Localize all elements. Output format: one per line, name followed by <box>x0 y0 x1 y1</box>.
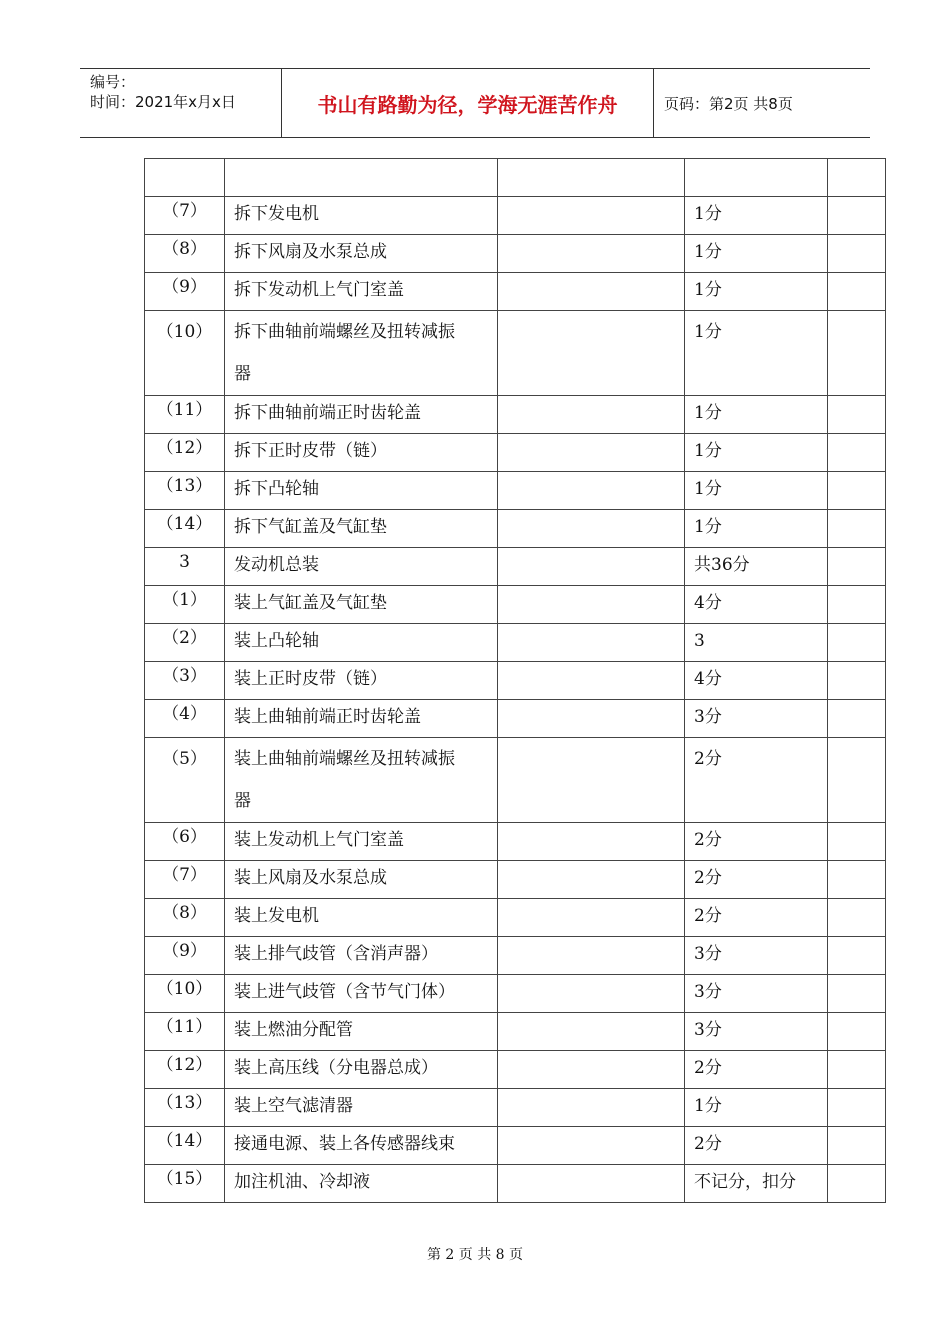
cell-text: 3 <box>179 552 190 572</box>
row-number-cell <box>145 586 225 624</box>
cell-text: （8） <box>162 239 207 259</box>
cell-text: （12） <box>156 438 213 458</box>
table-row <box>145 510 886 548</box>
cell-text: 发动机总装 <box>234 555 319 575</box>
row-extra-cell <box>828 548 886 586</box>
row-number-cell <box>145 1013 225 1051</box>
cell-text: 2分 <box>694 1134 722 1154</box>
cell-text: （7） <box>162 201 207 221</box>
row-extra-cell <box>828 823 886 861</box>
cell-text: 装上进气歧管（含节气门体） <box>234 982 455 1002</box>
cell-text: 3 <box>694 631 705 651</box>
cell-text: （13） <box>156 1093 213 1113</box>
cell-text: 装上排气歧管（含消声器） <box>234 944 438 964</box>
row-item-cell <box>225 586 498 624</box>
row-empty-cell <box>498 159 685 197</box>
cell-text: （14） <box>156 514 213 534</box>
cell-text: 装上风扇及水泵总成 <box>234 868 387 888</box>
row-item-cell <box>225 548 498 586</box>
row-extra-cell <box>828 899 886 937</box>
cell-text: 拆下发电机 <box>234 204 319 224</box>
row-extra-cell <box>828 273 886 311</box>
table-row <box>145 548 886 586</box>
cell-text: 1分 <box>694 479 722 499</box>
row-number-cell <box>145 1051 225 1089</box>
cell-text: （7） <box>162 865 207 885</box>
cell-text: 1分 <box>694 441 722 461</box>
row-score-cell <box>685 662 828 700</box>
row-score-cell <box>685 1165 828 1203</box>
table-body <box>145 159 886 1203</box>
row-item-cell <box>225 472 498 510</box>
cell-text: 拆下凸轮轴 <box>234 479 319 499</box>
cell-text: 装上高压线（分电器总成） <box>234 1058 438 1078</box>
row-extra-cell <box>828 975 886 1013</box>
row-extra-cell <box>828 861 886 899</box>
cell-text: （9） <box>162 277 207 297</box>
header-meta <box>80 69 282 137</box>
table-row <box>145 311 886 396</box>
row-item-cell <box>225 700 498 738</box>
cell-text: 装上曲轴前端正时齿轮盖 <box>234 707 421 727</box>
row-empty-cell <box>498 899 685 937</box>
cell-text: （6） <box>162 827 207 847</box>
row-extra-cell <box>828 434 886 472</box>
row-empty-cell <box>498 396 685 434</box>
row-number-cell <box>145 273 225 311</box>
cell-text: （14） <box>156 1131 213 1151</box>
row-score-cell <box>685 510 828 548</box>
table-row <box>145 472 886 510</box>
row-item-cell <box>225 235 498 273</box>
cell-text: 1分 <box>694 1096 722 1116</box>
cell-text: 器 <box>234 791 251 811</box>
table-row <box>145 937 886 975</box>
cell-text: 不记分，扣分 <box>694 1172 796 1192</box>
cell-text: 装上正时皮带（链） <box>234 669 387 689</box>
row-empty-cell <box>498 1165 685 1203</box>
row-item-cell <box>225 975 498 1013</box>
cell-text: 2分 <box>694 749 722 769</box>
cell-text: 1分 <box>694 517 722 537</box>
row-score-cell <box>685 311 828 396</box>
cell-text: （11） <box>156 400 213 420</box>
row-number-cell <box>145 1089 225 1127</box>
row-item-cell <box>225 1089 498 1127</box>
row-item-cell <box>225 1051 498 1089</box>
row-item-cell <box>225 197 498 235</box>
row-item-cell <box>225 434 498 472</box>
cell-text: 加注机油、冷却液 <box>234 1172 370 1192</box>
cell-text: 装上凸轮轴 <box>234 631 319 651</box>
row-number-cell <box>145 396 225 434</box>
row-item-cell <box>225 159 498 197</box>
row-empty-cell <box>498 197 685 235</box>
cell-text: 1分 <box>694 242 722 262</box>
cell-text: （15） <box>156 1169 213 1189</box>
row-empty-cell <box>498 823 685 861</box>
row-empty-cell <box>498 235 685 273</box>
table-row <box>145 1165 886 1203</box>
row-score-cell <box>685 899 828 937</box>
cell-text: 3分 <box>694 982 722 1002</box>
table-row <box>145 899 886 937</box>
row-empty-cell <box>498 510 685 548</box>
cell-text: 装上空气滤清器 <box>234 1096 353 1116</box>
row-score-cell <box>685 823 828 861</box>
table-row <box>145 700 886 738</box>
row-number-cell <box>145 700 225 738</box>
row-number-cell <box>145 235 225 273</box>
row-number-cell <box>145 624 225 662</box>
row-empty-cell <box>498 861 685 899</box>
cell-text: （10） <box>156 979 213 999</box>
row-score-cell <box>685 396 828 434</box>
row-score-cell <box>685 624 828 662</box>
cell-text: 3分 <box>694 944 722 964</box>
cell-text: 3分 <box>694 1020 722 1040</box>
row-score-cell <box>685 548 828 586</box>
cell-text: 拆下曲轴前端正时齿轮盖 <box>234 403 421 423</box>
row-empty-cell <box>498 624 685 662</box>
cell-text: 4分 <box>694 593 722 613</box>
cell-text: 接通电源、装上各传感器线束 <box>234 1134 455 1154</box>
cell-text: 拆下发动机上气门室盖 <box>234 280 404 300</box>
row-number-cell <box>145 510 225 548</box>
table-row <box>145 1127 886 1165</box>
cell-text: 2分 <box>694 868 722 888</box>
row-score-cell <box>685 472 828 510</box>
row-extra-cell <box>828 159 886 197</box>
row-score-cell <box>685 1127 828 1165</box>
row-number-cell <box>145 662 225 700</box>
table-row <box>145 624 886 662</box>
table-row <box>145 823 886 861</box>
row-number-cell <box>145 1127 225 1165</box>
row-number-cell <box>145 861 225 899</box>
table-row <box>145 1013 886 1051</box>
cell-text: 2分 <box>694 830 722 850</box>
row-number-cell <box>145 311 225 396</box>
row-item-cell <box>225 738 498 823</box>
table-row <box>145 197 886 235</box>
row-empty-cell <box>498 273 685 311</box>
header-page-info: 页码：第2页 共8页 <box>664 94 793 113</box>
row-number-cell <box>145 197 225 235</box>
table-row <box>145 235 886 273</box>
row-item-cell <box>225 311 498 396</box>
cell-text: （4） <box>162 704 207 724</box>
row-number-cell <box>145 472 225 510</box>
cell-text: （2） <box>162 628 207 648</box>
row-score-cell <box>685 235 828 273</box>
row-item-cell <box>225 624 498 662</box>
cell-text: 拆下正时皮带（链） <box>234 441 387 461</box>
row-score-cell <box>685 1051 828 1089</box>
row-number-cell <box>145 548 225 586</box>
cell-text: 装上曲轴前端螺丝及扭转减振 <box>234 749 455 769</box>
row-item-cell <box>225 396 498 434</box>
row-number-cell <box>145 159 225 197</box>
row-number-cell <box>145 823 225 861</box>
row-extra-cell <box>828 472 886 510</box>
row-empty-cell <box>498 1051 685 1089</box>
row-extra-cell <box>828 1089 886 1127</box>
cell-text: 1分 <box>694 280 722 300</box>
cell-text: （1） <box>162 590 207 610</box>
row-score-cell <box>685 700 828 738</box>
row-extra-cell <box>828 1165 886 1203</box>
row-extra-cell <box>828 937 886 975</box>
table-row <box>145 1089 886 1127</box>
cell-text: 1分 <box>694 322 722 342</box>
cell-text: 装上燃油分配管 <box>234 1020 353 1040</box>
row-empty-cell <box>498 1089 685 1127</box>
row-empty-cell <box>498 662 685 700</box>
cell-text: 装上发电机 <box>234 906 319 926</box>
assembly-score-table <box>144 158 886 1203</box>
row-score-cell <box>685 586 828 624</box>
cell-text: （3） <box>162 666 207 686</box>
cell-text: （11） <box>156 1017 213 1037</box>
row-empty-cell <box>498 1013 685 1051</box>
row-empty-cell <box>498 311 685 396</box>
cell-text: （9） <box>162 941 207 961</box>
row-number-cell <box>145 975 225 1013</box>
row-item-cell <box>225 273 498 311</box>
cell-text: 器 <box>234 364 251 384</box>
document-number-label: 编号： <box>90 73 136 91</box>
table-row <box>145 396 886 434</box>
row-score-cell <box>685 738 828 823</box>
row-empty-cell <box>498 548 685 586</box>
row-number-cell <box>145 434 225 472</box>
cell-text: 2分 <box>694 906 722 926</box>
row-item-cell <box>225 662 498 700</box>
cell-text: 3分 <box>694 707 722 727</box>
row-score-cell <box>685 861 828 899</box>
cell-text: 2分 <box>694 1058 722 1078</box>
row-empty-cell <box>498 1127 685 1165</box>
row-item-cell <box>225 937 498 975</box>
cell-text: 1分 <box>694 403 722 423</box>
row-number-cell <box>145 1165 225 1203</box>
header-motto: 书山有路勤为径，学海无涯苦作舟 <box>282 69 654 137</box>
row-extra-cell <box>828 311 886 396</box>
table-row <box>145 273 886 311</box>
cell-text: 拆下风扇及水泵总成 <box>234 242 387 262</box>
table-row <box>145 738 886 823</box>
document-date: 时间：2021年x月x日 <box>90 93 236 111</box>
row-empty-cell <box>498 738 685 823</box>
table-row <box>145 586 886 624</box>
row-extra-cell <box>828 197 886 235</box>
row-score-cell <box>685 1013 828 1051</box>
row-item-cell <box>225 899 498 937</box>
row-score-cell <box>685 1089 828 1127</box>
row-score-cell <box>685 434 828 472</box>
row-item-cell <box>225 861 498 899</box>
cell-text: （8） <box>162 903 207 923</box>
cell-text: （10） <box>156 322 213 342</box>
page-header <box>80 68 870 138</box>
cell-text: （5） <box>162 749 207 769</box>
row-number-cell <box>145 899 225 937</box>
row-extra-cell <box>828 1127 886 1165</box>
cell-text: 共36分 <box>694 555 750 575</box>
row-extra-cell <box>828 1051 886 1089</box>
row-score-cell <box>685 273 828 311</box>
page-footer: 第 2 页 共 8 页 <box>426 1247 524 1263</box>
row-empty-cell <box>498 586 685 624</box>
cell-text: 装上气缸盖及气缸垫 <box>234 593 387 613</box>
table-row <box>145 159 886 197</box>
row-item-cell <box>225 510 498 548</box>
row-empty-cell <box>498 434 685 472</box>
cell-text: （13） <box>156 476 213 496</box>
row-extra-cell <box>828 586 886 624</box>
table-row <box>145 1051 886 1089</box>
row-extra-cell <box>828 624 886 662</box>
row-number-cell <box>145 937 225 975</box>
table-row <box>145 434 886 472</box>
row-empty-cell <box>498 472 685 510</box>
row-extra-cell <box>828 510 886 548</box>
row-item-cell <box>225 1013 498 1051</box>
row-empty-cell <box>498 975 685 1013</box>
row-score-cell <box>685 159 828 197</box>
row-item-cell <box>225 823 498 861</box>
row-item-cell <box>225 1165 498 1203</box>
row-number-cell <box>145 738 225 823</box>
row-item-cell <box>225 1127 498 1165</box>
row-empty-cell <box>498 937 685 975</box>
table-row <box>145 861 886 899</box>
cell-text: 拆下曲轴前端螺丝及扭转减振 <box>234 322 455 342</box>
row-extra-cell <box>828 738 886 823</box>
row-score-cell <box>685 197 828 235</box>
row-extra-cell <box>828 235 886 273</box>
table-row <box>145 975 886 1013</box>
row-extra-cell <box>828 700 886 738</box>
row-empty-cell <box>498 700 685 738</box>
row-extra-cell <box>828 1013 886 1051</box>
row-score-cell <box>685 937 828 975</box>
row-extra-cell <box>828 396 886 434</box>
row-extra-cell <box>828 662 886 700</box>
table-row <box>145 662 886 700</box>
row-score-cell <box>685 975 828 1013</box>
cell-text: 装上发动机上气门室盖 <box>234 830 404 850</box>
cell-text: 拆下气缸盖及气缸垫 <box>234 517 387 537</box>
cell-text: （12） <box>156 1055 213 1075</box>
cell-text: 1分 <box>694 204 722 224</box>
cell-text: 4分 <box>694 669 722 689</box>
